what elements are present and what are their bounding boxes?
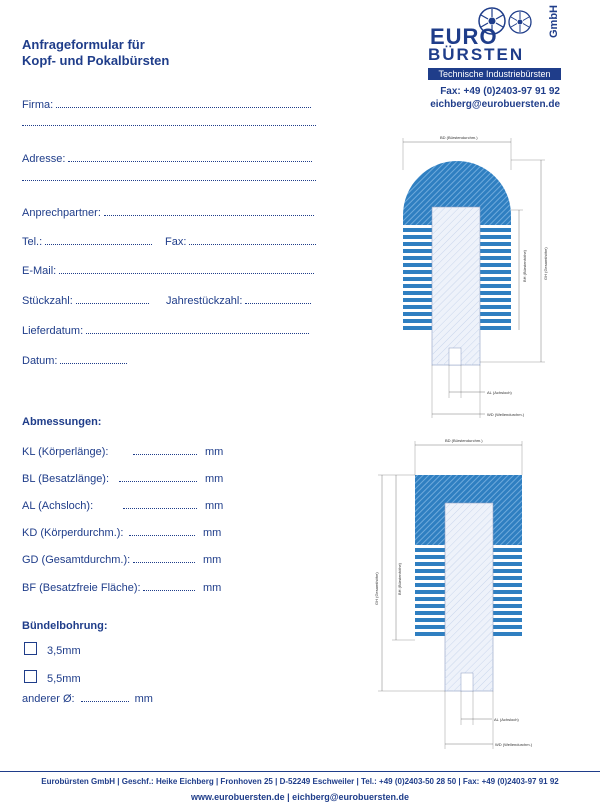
cup-brush-diagram xyxy=(370,435,570,760)
al-unit: mm xyxy=(205,500,224,512)
contact-block xyxy=(430,86,560,110)
d1-wd-label: WD (Wellendurchm.) xyxy=(487,412,525,417)
kl-field[interactable] xyxy=(22,445,223,458)
firma-line-2[interactable] xyxy=(22,125,316,126)
option-5-5mm-label: 5,5mm xyxy=(47,673,81,685)
al-field[interactable] xyxy=(22,499,223,512)
footer-web: www.eurobuersten.de | eichberg@eurobuersten.de xyxy=(190,792,409,802)
bl-field[interactable] xyxy=(22,472,223,485)
contact-email: eichberg@eurobuersten.de xyxy=(430,99,560,110)
head-brush-drawing xyxy=(395,130,570,425)
firma-label: Firma: xyxy=(22,99,54,111)
d2-wd-label: WD (Wellendurchm.) xyxy=(495,742,533,747)
jahresstueckzahl-label: Jahrestückzahl: xyxy=(166,295,243,307)
email-field[interactable] xyxy=(22,264,314,277)
buendelbohrung-heading: Bündelbohrung: xyxy=(22,620,108,632)
form-title xyxy=(22,37,169,69)
d2-bh-label: BH (Bürstenhöhe) xyxy=(397,562,402,595)
gd-field[interactable] xyxy=(22,553,221,566)
adresse-field[interactable] xyxy=(22,152,312,165)
d2-gh-label: GH (Gesamthöhe) xyxy=(374,572,379,605)
cup-brush-drawing xyxy=(370,435,570,755)
kd-unit: mm xyxy=(203,527,222,539)
kl-label: KL (Körperlänge): xyxy=(22,446,109,458)
adresse-line-2[interactable] xyxy=(22,180,316,181)
bf-label: BF (Besatzfreie Fläche): xyxy=(22,582,141,594)
d2-bd-label: BD (Bürstendurchm.) xyxy=(445,438,483,443)
footer-divider xyxy=(0,771,600,772)
d1-al-label: AL (Achsloch) xyxy=(487,390,512,395)
adresse-label: Adresse: xyxy=(22,153,66,165)
contact-fax: Fax: +49 (0)2403-97 91 92 xyxy=(440,86,560,97)
other-diameter-unit: mm xyxy=(134,693,153,705)
logo-euro: EURO xyxy=(430,24,498,49)
fax-label: Fax: xyxy=(165,236,187,248)
fax-field[interactable] xyxy=(165,235,316,248)
lieferdatum-field[interactable] xyxy=(22,324,309,337)
al-label: AL (Achsloch): xyxy=(22,500,94,512)
gd-unit: mm xyxy=(203,554,222,566)
d1-gh-label: GH (Gesamthöhe) xyxy=(543,247,548,280)
tel-label: Tel.: xyxy=(22,236,43,248)
stueckzahl-field[interactable] xyxy=(22,294,149,307)
kd-field[interactable] xyxy=(22,526,221,539)
stueckzahl-label: Stückzahl: xyxy=(22,295,73,307)
firma-field[interactable] xyxy=(22,98,311,111)
bl-unit: mm xyxy=(205,473,224,485)
ansprech-field[interactable] xyxy=(22,206,314,219)
other-diameter-label: anderer Ø: xyxy=(22,693,75,705)
gd-label: GD (Gesamtdurchm.): xyxy=(22,554,131,566)
company-logo xyxy=(420,4,580,84)
datum-label: Datum: xyxy=(22,355,58,367)
logo-tagline: Technische Industriebürsten xyxy=(428,68,561,80)
d1-bd-label: BD (Bürstendurchm.) xyxy=(440,135,478,140)
other-diameter-field[interactable] xyxy=(22,692,153,705)
jahresstueckzahl-field[interactable] xyxy=(166,294,311,307)
footer-address: Eurobürsten GmbH | Geschf.: Heike Eichberg | Fronhoven 25 | D-52249 Eschweiler | Tel.: +49 (0)2403-50 28 50 | Fax: +49 (0)2403-97 91 92 xyxy=(41,777,559,786)
tel-field[interactable] xyxy=(22,235,152,248)
bl-label: BL (Besatzlänge): xyxy=(22,473,110,485)
option-3-5mm-checkbox[interactable] xyxy=(24,642,37,655)
kl-unit: mm xyxy=(205,446,224,458)
title-line-1: Anfrageformular für xyxy=(22,37,145,52)
bf-field[interactable] xyxy=(22,581,221,594)
abmessungen-heading: Abmessungen: xyxy=(22,416,102,428)
title-line-2: Kopf- und Pokalbürsten xyxy=(22,53,170,68)
lieferdatum-label: Lieferdatum: xyxy=(22,325,84,337)
option-5-5mm-checkbox[interactable] xyxy=(24,670,37,683)
email-label: E-Mail: xyxy=(22,265,57,277)
kd-label: KD (Körperdurchm.): xyxy=(22,527,124,539)
ansprech-label: Anprechpartner: xyxy=(22,207,101,219)
head-brush-diagram xyxy=(395,130,570,430)
logo-buersten: BÜRSTEN xyxy=(428,45,525,64)
logo-gmbh: GmbH xyxy=(548,5,560,38)
d2-al-label: AL (Achsloch) xyxy=(494,717,519,722)
option-3-5mm-label: 3,5mm xyxy=(47,645,81,657)
d1-bh-label: BH (Bürstenhöhe) xyxy=(522,249,527,282)
bf-unit: mm xyxy=(203,582,222,594)
datum-field[interactable] xyxy=(22,354,127,367)
